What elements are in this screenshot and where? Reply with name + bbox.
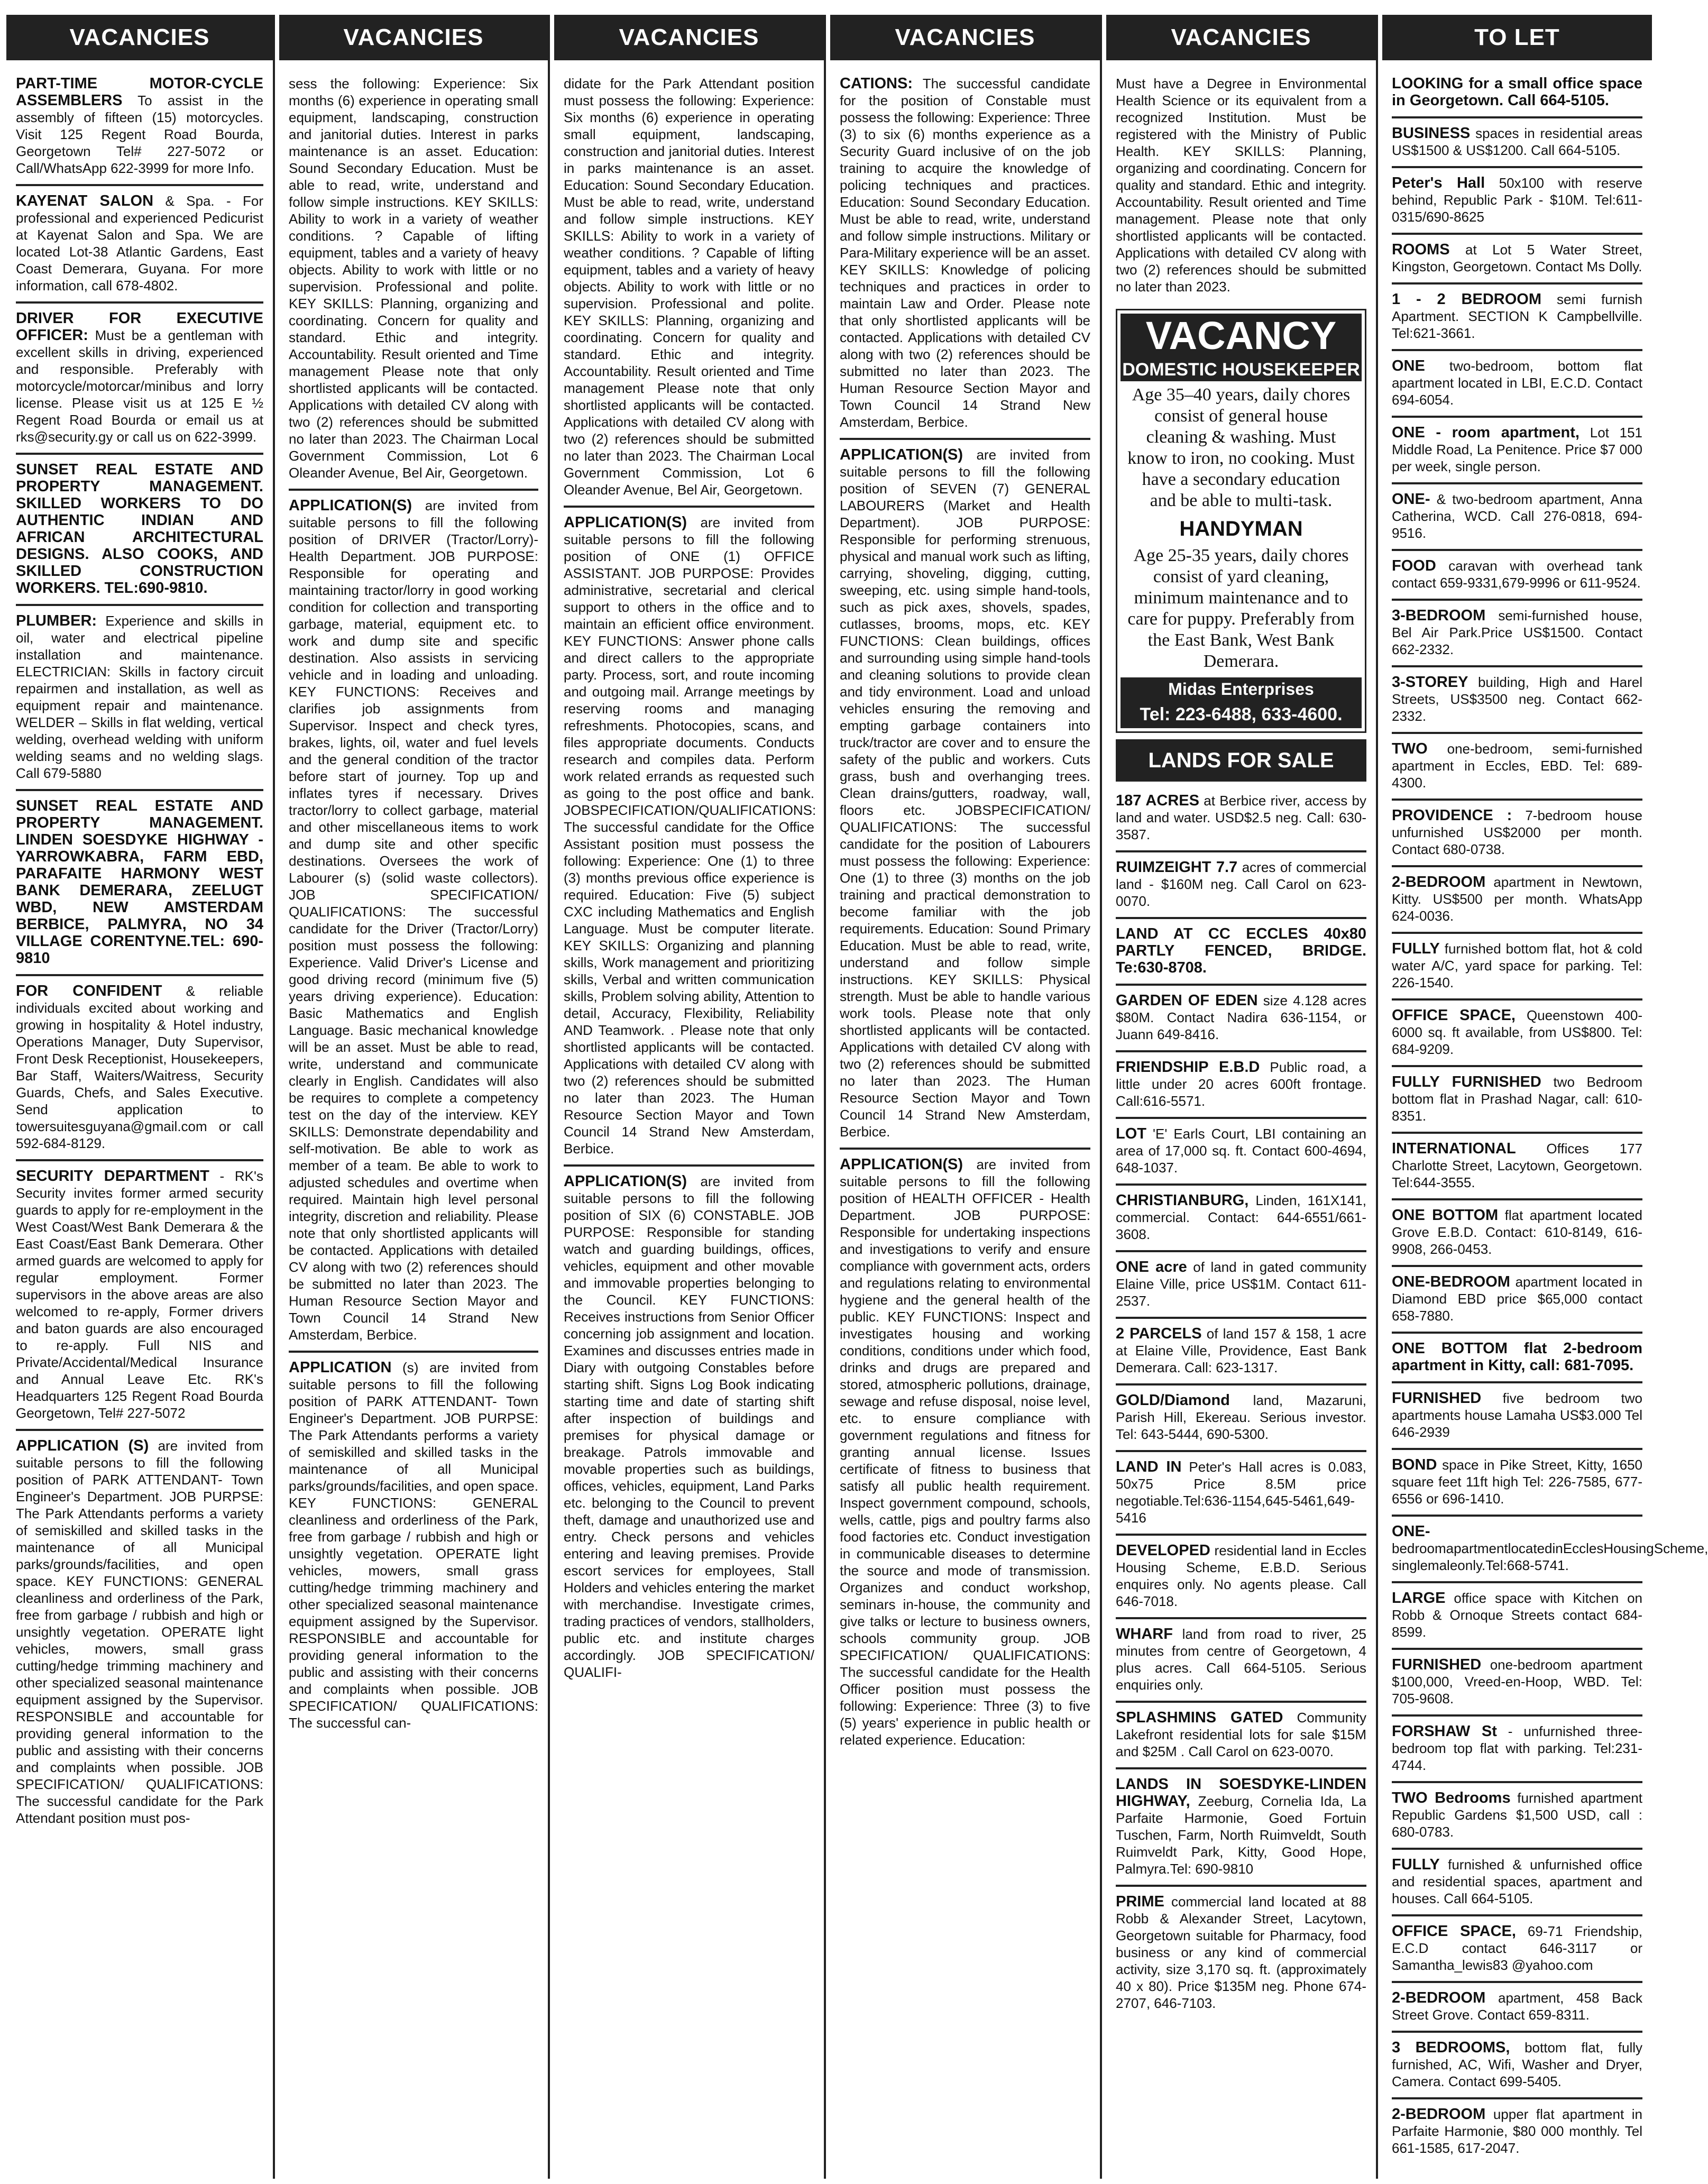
ad-headline: PART-TIME MOTOR-CYCLE ASSEMBLERS — [16, 75, 263, 109]
classified-ad — [1392, 1983, 1642, 2033]
ad-headline: FORSHAW St — [1392, 1723, 1497, 1740]
classified-ad — [1392, 551, 1642, 601]
classified-ad — [16, 186, 263, 304]
ad-headline: LOT — [1116, 1125, 1146, 1142]
ad-list — [830, 69, 1100, 1756]
classified-ad — [1116, 1536, 1366, 1619]
classified-ad — [1392, 1450, 1642, 1517]
ad-body: office space with Kitchen on Robb & Ornoque Streets contact 684-8599. — [1392, 1590, 1642, 1640]
ad-headline: CATIONS: — [840, 75, 913, 92]
ad-headline: LAND AT CC ECCLES 40x80 PARTLY FENCED, BRIDGE. Te:630-8708. — [1116, 925, 1366, 976]
classified-ad — [16, 791, 263, 976]
classified-ad — [1392, 2033, 1642, 2099]
ad-body: 50x100 with reserve behind, Republic Park - $10M. Tel:611-0315/690-8625 — [1392, 175, 1642, 225]
classified-ad — [1392, 867, 1642, 934]
ad-headline: FOR CONFIDENT — [16, 983, 162, 999]
ad-headline: 1 - 2 BEDROOM — [1392, 291, 1541, 308]
classified-ad — [16, 304, 263, 455]
ad-headline: 2 PARCELS — [1116, 1325, 1202, 1342]
ad-body: are invited from suitable persons to fill the following position of ONE (1) OFFICE ASSISTANT. JOB PURPOSE: Provides administrative, secretarial and clerical support to others in the office and to maintain an efficient office environment. KEY FUNCTIONS: Answer phone calls and direct callers to the appropriate party. Process, sort, and route incoming and outgoing mail. Arrange meetings by reserving rooms and managing refreshments. Photocopies, scans, and files appropriate documents. Conducts research and compiles data. Perform work related errands as requested such as going to the post office and bank. JOBSPECIFICATION/QUALIFICATIONS: The successful candidate for the Office Assistant position must possess the following: Experience: One (1) to three (3) months previous office experience is required. Education: Five (5) subject CXC including Mathematics and English Language. Must be computer literate. KEY SKILLS: Organizing and planning skills, Work management and prioritizing skills, Verbal and written communication skills, Problem solving ability, Attention to detail, Accuracy, Flexibility, Reliability AND Teamwork. . Please note that only shortlisted applicants will be contacted. Applications with detailed CV along with two (2) references should be submitted no later than 2023. The Human Resource Section Mayor and Town Council 14 Strand New Amsterdam, Berbice. — [564, 515, 816, 1157]
ad-body: apartment located in Diamond EBD price $65,000 contact 658-7880. — [1392, 1274, 1642, 1324]
column-header: VACANCIES — [6, 15, 273, 60]
classified-ad — [16, 455, 263, 606]
ad-body: The successful candidate for the position of Constable must possess the following: Experience: Three (3) to six (6) months experience as a Security Guard inclusive of on the job training to acquire the knowledge of policing techniques and practices. Education: Sound Secondary Education. Must be able to read, write, understand and follow simple instructions. Military or Para-Military experience will be an asset. KEY SKILLS: Knowledge of policing techniques and practices in order to maintain Law and Order. Please note that only shortlisted applicants will be contacted. Applications with detailed CV along with two (2) references should be submitted no later than 2023. The Human Resource Section Mayor and Town Council 14 Strand New Amsterdam, Berbice. — [840, 76, 1090, 430]
classified-ad — [1392, 734, 1642, 801]
classified-ad — [840, 69, 1090, 440]
classified-ad — [840, 1150, 1090, 1756]
classified-ad — [1392, 69, 1642, 118]
classified-ad — [1116, 919, 1366, 986]
classified-ad — [1116, 786, 1366, 852]
ad-headline: BOND — [1392, 1456, 1437, 1473]
ad-body: Offices 177 Charlotte Street, Lacytown, Georgetown. Tel:644-3555. — [1392, 1141, 1642, 1190]
ad-list — [1116, 69, 1366, 302]
ad-body: semi-furnished house, Bel Air Park.Price US$1500. Contact 662-2332. — [1392, 608, 1642, 657]
ad-body: commercial land located at 88 Robb & Alexander Street, Lacytown, Georgetown suitable for Pharmacy, food business or any kind of commercial activity, size 3,170 sq. ft. (approximately 40 x 80). Price $135M neg. Phone 674-2707, 646-7103. — [1116, 1894, 1366, 2011]
ad-headline: OFFICE SPACE, — [1392, 1923, 1516, 1940]
classified-ad — [1392, 168, 1642, 235]
ad-list — [1116, 786, 1366, 2019]
column-header: VACANCIES — [830, 15, 1100, 60]
classified-ad — [1392, 1850, 1642, 1916]
classified-ad — [1392, 1067, 1642, 1134]
ad-body: apartment, 458 Back Street Grove. Contact 659-8311. — [1392, 1990, 1642, 2023]
ad-body: Queenstown 400-6000 sq. ft available, from US$800. Tel: 684-9209. — [1392, 1007, 1642, 1057]
ad-body: - unfurnished three-bedroom top flat with parking. Tel:231-4744. — [1392, 1723, 1642, 1773]
ad-headline: ONE-BEDROOM — [1392, 1273, 1510, 1290]
ad-headline: SUNSET REAL ESTATE AND PROPERTY MANAGEMENT. SKILLED WORKERS TO DO AUTHENTIC INDIAN AND AFRICAN ARCHITECTURAL DESIGNS. ALSO COOKS, AND SKILLED CONSTRUCTION WORKERS. TEL:690-9810. — [16, 461, 263, 597]
ad-headline: FULLY — [1392, 1856, 1440, 1873]
ad-headline: CHRISTIANBURG, — [1116, 1192, 1249, 1209]
classified-ad — [1116, 1619, 1366, 1703]
classified-ad — [1116, 69, 1366, 302]
ad-body: of land in gated community Elaine Ville, price US$1M. Contact 611-2537. — [1116, 1259, 1366, 1309]
ad-body: are invited from suitable persons to fill the following position of DRIVER (Tractor/Lorry)-Health Department. JOB PURPOSE: Responsible for operating and maintaining tractor/lorry in good working condition for collection and transporting garbage, material, equipment etc. to work and dump site and specific destination. Also assists in servicing vehicle and in loading and unloading. KEY FUNCTIONS: Receives and clarifies job assignments from Supervisor. Inspect and check tyres, brakes, lights, oil, water and fuel levels and the general condition of the tractor before start of journey. Top up and inflates tyres if necessary. Drives tractor/lorry to collect garbage, material and other miscellaneous items to work and dump site and other specific destinations. Oversees the work of Labourer (s) (solid waste collectors). JOB SPECIFICATION/ QUALIFICATIONS: The successful candidate for the Driver (Tractor/Lorry) position must possess the following: Experience. Valid Driver's License and good driving record (minimum five (5) years driving experience). Education: Basic Mathematics and English Language. Basic mechanical knowledge will be an asset. Must be able to read, write, understand and communicate clearly in English. Candidates will also be requires to complete a competency test on the day of the interview. KEY SKILLS: Demonstrate dependability and self-motivation. Be able to work as member of a team. Be able to work to adjusted schedules and overtime when required. Maintain high level personal integrity, discretion and reliability. Please note that only shortlisted applicants will be contacted. Applications with detailed CV along with two (2) references should be submitted no later than 2023. The Human Resource Section Mayor and Town Council 14 Strand New Amsterdam, Berbice. — [289, 498, 538, 1343]
classified-ad — [1392, 285, 1642, 351]
ad-headline: 2-BEDROOM — [1392, 1989, 1486, 2006]
ad-headline: DRIVER FOR EXECUTIVE OFFICER: — [16, 310, 263, 344]
column-header: VACANCIES — [554, 15, 824, 60]
ad-headline: Peter's Hall — [1392, 175, 1485, 191]
ad-list — [279, 69, 548, 1739]
ad-headline: 187 ACRES — [1116, 792, 1199, 809]
housekeeper-description: Age 35–40 years, daily chores consist of general house cleaning & washing. Must know to iron, no cooking. Must have a secondary education and be able to multi-task. — [1127, 385, 1355, 510]
ad-headline: KAYENAT SALON — [16, 192, 154, 209]
ad-headline: LARGE — [1392, 1590, 1446, 1607]
ad-body: are invited from suitable persons to fill the following position of PARK ATTENDANT- Town Engineer's Department. JOB PURPSE: The Park Attendants performs a variety of semiskilled and skilled tasks in the maintenance of all Municipal parks/grounds/facilities, and open space. KEY FUNCTIONS: GENERAL cleanliness and orderliness of the Park, free from garbage / rubbish and high or unsightly vegetation. OPERATE light vehicles, mowers, small grass cutting/hedge trimming machinery and other specialized seasonal maintenance equipment assigned by the Supervisor. RESPONSIBLE and accountable for providing general information to the public and assisting with their concerns and complaints when possible. JOB SPECIFICATION/ QUALIFICATIONS: The successful candidate for the Park Attendant position must pos- — [16, 1438, 263, 1826]
ad-headline: LANDS IN SOESDYKE-LINDEN HIGHWAY, — [1116, 1776, 1366, 1810]
ad-headline: FOOD — [1392, 557, 1436, 574]
ad-headline: INTERNATIONAL — [1392, 1140, 1516, 1157]
handyman-title: HANDYMAN — [1179, 517, 1303, 540]
ad-body: apartment in Newtown, Kitty. US$500 per month. WhatsApp 624-0036. — [1392, 874, 1642, 924]
ad-body: one-bedroom apartment $100,000, Vreed-en-Hoop, WBD. Tel: 705-9608. — [1392, 1657, 1642, 1706]
handyman-description: Age 25-35 years, daily chores consist of yard cleaning, minimum maintenance and to care for puppy. Preferably from the East Bank, West Bank Demerara. — [1127, 546, 1355, 671]
ad-headline: PRIME — [1116, 1893, 1164, 1910]
ad-body: furnished bottom flat, hot & cold water A/C, yard space for parking. Tel: 226-1540. — [1392, 941, 1642, 990]
classified-ad — [1392, 667, 1642, 734]
classified-ad — [564, 1167, 814, 1688]
ad-headline: APPLICATION (S) — [16, 1437, 149, 1454]
classified-ad — [289, 1353, 538, 1739]
classified-ad — [1116, 1119, 1366, 1186]
ad-headline: FRIENDSHIP E.B.D — [1116, 1059, 1260, 1076]
ad-headline: ONE- — [1392, 491, 1430, 508]
classified-ad — [1116, 1052, 1366, 1119]
classified-ad — [289, 491, 538, 1353]
ad-body: Linden, 161X141, commercial. Contact: 644-6551/661-3608. — [1116, 1192, 1366, 1242]
ad-headline: LAND IN — [1116, 1458, 1182, 1475]
ad-headline: OFFICE SPACE, — [1392, 1007, 1516, 1024]
ad-body: of land 157 & 158, 1 acre at Elaine Ville, Providence, East Bank Demerara. Call: 623-1317. — [1116, 1326, 1367, 1375]
vacancy-title: VACANCY — [1121, 314, 1362, 358]
ad-headline: FULLY FURNISHED — [1392, 1073, 1541, 1090]
ad-headline: DEVELOPED — [1116, 1542, 1210, 1559]
ad-body: upper flat apartment in Parfaite Harmonie, $80 000 monthly. Tel 661-1585, 617-2047. — [1392, 2106, 1642, 2156]
ad-body: Community Lakefront residential lots for sale $15M and $25M . Call Carol on 623-0070. — [1116, 1710, 1366, 1759]
classified-ad — [16, 1161, 263, 1431]
classified-ad — [1392, 1650, 1642, 1717]
ad-headline: 3 BEDROOMS, — [1392, 2039, 1510, 2056]
classified-ad — [16, 976, 263, 1161]
ad-headline: APPLICATION(S) — [840, 1156, 963, 1173]
classified-ad — [16, 69, 263, 186]
classified-ad — [1392, 1001, 1642, 1067]
ad-body: two-bedroom, bottom flat apartment located in LBI, E.C.D. Contact 694-6054. — [1392, 358, 1642, 408]
ad-body: two Bedroom bottom flat in Prashad Nagar, call: 610-8351. — [1392, 1074, 1642, 1124]
ad-body: Public road, a little under 20 acres 600ft frontage. Call:616-5571. — [1116, 1059, 1366, 1109]
lands-for-sale-header: LANDS FOR SALE — [1116, 739, 1366, 782]
ad-headline: GOLD/Diamond — [1116, 1392, 1230, 1409]
classified-ad — [1116, 1769, 1366, 1887]
ad-body: & two-bedroom apartment, Anna Catherina, WCD. Call 276-0818, 694-9516. — [1392, 491, 1642, 541]
ad-headline: APPLICATION(S) — [840, 446, 963, 463]
classified-ad — [564, 508, 814, 1167]
vacancies-column-3 — [554, 15, 826, 2179]
ad-headline: SPLASHMINS GATED — [1116, 1709, 1283, 1726]
ad-body: are invited from suitable persons to fill the following position of SEVEN (7) GENERAL LABOURERS (Market and Health Department). JOB PURPOSE: Responsible for performing strenuous, physical and manual work such as lifting, carrying, shoveling, digging, cutting, sweeping, etc. using simple hand-tools, such as pick axes, shovels, spades, cutlasses, brooms, mops, etc. KEY FUNCTIONS: Clean buildings, offices and surrounding using simple hand-tools and cleaning solutions to provide clean and tidy environment. Load and unload vehicles ensuring the removing and empting garbage containers into truck/tractor are cover and to ensure the safety of the public and workers. Cuts grass, bush and overhanging trees. Clean drains/gutters, roadway, wall, floors etc. JOBSPECIFICATION/ QUALIFICATIONS: The successful candidate for the position of Labourers must possess the following: Experience: One (1) to three (3) months on the job training and practical demonstration to become familiar with the job requirements. Education: Sound Primary Education. Must be able to read, write, understand and follow simple instructions. KEY SKILLS: Physical strength. Must be able to handle various work tools. Please note that only shortlisted applicants will be contacted. Applications with detailed CV along with two (2) references should be submitted no later than 2023. The Human Resource Section Mayor and Town Council 14 Strand New Amsterdam, Berbice. — [840, 447, 1090, 1140]
ad-body: semi furnish Apartment. SECTION K Campbellville. Tel:621-3661. — [1392, 291, 1643, 341]
classified-ad — [1392, 1134, 1642, 1200]
ad-headline: APPLICATION(S) — [289, 497, 412, 514]
ad-headline: SECURITY DEPARTMENT — [16, 1168, 209, 1185]
ad-headline: 2-BEDROOM — [1392, 2106, 1486, 2123]
classified-ad — [1392, 418, 1642, 484]
classified-ad — [1392, 1383, 1642, 1450]
classified-ad — [16, 1431, 263, 1834]
ad-body: acres of commercial land - $160M neg. Call Carol on 623-0070. — [1116, 859, 1366, 909]
ad-body: furnished apartment Republic Gardens $1,500 USD, call : 680-0783. — [1392, 1790, 1642, 1840]
ad-headline: ONE acre — [1116, 1259, 1187, 1275]
classified-ad — [16, 606, 263, 791]
classified-ad — [1116, 852, 1366, 919]
vacancies-column-2 — [279, 15, 550, 2179]
ad-headline: ONE- — [1392, 1523, 1430, 1540]
classified-ad — [1392, 2099, 1642, 2164]
ad-headline: GARDEN OF EDEN — [1116, 992, 1258, 1009]
ad-headline: RUIMZEIGHT 7.7 — [1116, 859, 1238, 876]
ad-headline: WHARF — [1116, 1626, 1173, 1642]
ad-body: 'E' Earls Court, LBI containing an area of 17,000 sq. ft. Contact 600-4694, 648-1037. — [1116, 1126, 1366, 1176]
ad-body: land from road to river, 25 minutes from centre of Georgetown, 4 plus acres. Call 664-5105. Serious enquiries only. — [1116, 1626, 1366, 1693]
ad-headline: 3-STOREY — [1392, 674, 1468, 691]
ad-body: 69-71 Friendship, E.C.D contact 646-3117 or Samantha_lewis83 @yahoo.com — [1392, 1923, 1642, 1973]
column-body — [1106, 69, 1376, 2019]
classified-ad — [1392, 934, 1642, 1001]
classified-ad — [1392, 1717, 1642, 1783]
company-name: Midas Enterprises — [1121, 677, 1362, 701]
ad-headline: 3-BEDROOM — [1392, 607, 1486, 624]
ad-body: Experience and skills in oil, water and electrical pipeline installation and maintenance. ELECTRICIAN: Skills in factory circuit repairmen and installation, as well as equipment repair and maintenance. WELDER – Skills in flat welding, vertical welding, overhead welding with uniform welding seams and no welding slags. Call 679-5880 — [16, 613, 263, 781]
ad-body: are invited from suitable persons to fill the following position of HEALTH OFFICER - Health Department. JOB PURPOSE: Responsible for undertaking inspections and investigations to verify and ensure compliance with government acts, orders and regulations relating to environmental hygiene and the general health of the public. KEY FUNCTIONS: Inspect and investigates housing and working conditions, conditions under which food, drinks and drugs are prepared and stored, atmospheric pollutions, drainage, sewage and refuse disposal, noise level, etc. to ensure compliance with government regulations and fitness for granting annual license. Issues certificate of fitness to business that satisfy all public health requirement. Inspect government compound, schools, wells, cattle, pigs and poultry farms also food factories etc. Conduct investigation in communicable diseases to determine the source and mode of transmission. Organizes and conduct workshop, seminars in-house, the community and give talks or lecture to business owners, schools community group. JOB SPECIFICATION/ QUALIFICATIONS: The successful candidate for the Health Officer position must possess the following: Experience: Three (3) to five (5) years' experience in public health or related experience. Education: — [840, 1157, 1090, 1748]
classified-ad — [1392, 801, 1642, 867]
classified-ad — [1392, 601, 1642, 667]
classified-ad — [1116, 1385, 1366, 1452]
ad-body: - RK's Security invites former armed security guards to apply for re-employment in the West Coast/West Bank Demerara & the East Coast/East Bank Demerara. Other armed guards are welcomed to apply for regular employment. Former supervisors in the above areas are also welcomed to re-apply, Former drivers and baton guards are also encouraged to re-apply. Full NIS and Private/Accidental/Medical Insurance and Annual Leave Etc. RK's Headquarters 125 Regent Road Bourda Georgetown, Tel# 227-5072 — [16, 1168, 263, 1421]
classified-ad — [1116, 986, 1366, 1052]
ad-body: Lot 151 Middle Road, La Penitence. Price $7 000 per week, single person. — [1392, 425, 1642, 474]
vacancies-column-5 — [1106, 15, 1378, 2179]
classified-ad — [1116, 1887, 1366, 2019]
ad-headline: ONE BOTTOM — [1392, 1207, 1499, 1224]
classified-ad — [1392, 351, 1642, 418]
ad-headline: 2-BEDROOM — [1392, 874, 1486, 891]
ad-body: furnished & unfurnished office and residential spaces, apartment and houses. Call 664-5105. — [1392, 1857, 1642, 1906]
vacancy-display-ad — [1116, 309, 1366, 733]
ad-body: Must have a Degree in Environmental Health Science or its equivalent from a recognized Institution. Must be registered with the Ministry of Public Health. KEY SKILLS: Planning, organizing and coordinating. Concern for quality and standard. Ethic and integrity. Accountability. Result oriented and Time management. Please note that only shortlisted applicants will be contacted. Applications with detailed CV along with two (2) references should be submitted no later than 2023. — [1116, 76, 1366, 295]
ad-headline: FURNISHED — [1392, 1656, 1482, 1673]
classified-ad — [1392, 1583, 1642, 1650]
classified-ad — [1392, 1916, 1642, 1983]
ad-body: five bedroom two apartments house Lamaha US$3.000 Tel 646-2939 — [1392, 1390, 1642, 1440]
ad-body: one-bedroom, semi-furnished apartment in Eccles, EBD. Tel: 689-4300. — [1392, 741, 1642, 791]
classified-ad — [1116, 1252, 1366, 1319]
classified-ad — [840, 440, 1090, 1150]
ad-body: Peter's Hall acres is 0.083, 50x75 Price 8.5M price negotiable.Tel:636-1154,645-5461,649-5416 — [1116, 1459, 1366, 1526]
ad-body: residential land in Eccles Housing Scheme, E.B.D. Serious enquires only. No agents please. Call 646-7018. — [1116, 1543, 1366, 1609]
ad-headline: APPLICATION(S) — [564, 514, 687, 531]
ad-headline: TWO — [1392, 740, 1428, 757]
ad-headline: PROVIDENCE : — [1392, 807, 1512, 824]
ad-headline: ONE — [1392, 357, 1425, 374]
ad-list — [554, 69, 824, 1688]
ad-body: sess the following: Experience: Six months (6) experience in operating small equipment, landscaping, construction and janitorial duties. Interest in parks maintenance is an asset. Education: Sound Secondary Education. Must be able to read, write, understand and follow simple instructions. KEY SKILLS: Ability to work in a variety of weather conditions. ? Capable of lifting equipment, tables and a variety of heavy objects. Ability to work with little or no supervision. Professional and polite. KEY SKILLS: Planning, organizing and coordinating. Concern for quality and standard. Ethic and integrity. Accountability. Result oriented and Time management Please note that only shortlisted applicants will be contacted. Applications with detailed CV along with two (2) references should be submitted no later than 2023. The Chairman Local Government Commission, Lot 6 Oleander Avenue, Bel Air, Georgetown. — [289, 76, 538, 481]
ad-body: Must be a gentleman with excellent skills in driving, experienced and responsible. Preferably with motorcycle/motorcar/minibus and lorry license. Please visit us at 125 E ½ Regent Road Bourda or email us at rks@security.gy or call us on 622-3999. — [16, 327, 263, 445]
ad-body: are invited from suitable persons to fill the following position of SIX (6) CONSTABLE. JOB PURPOSE: Responsible for standing watch and guarding buildings, offices, vehicles, equipment and other movable and immovable properties belonging to the Council. KEY FUNCTIONS: Receives instructions from Senior Officer concerning job assignment and location. Examines and discusses entries made in Diary with outgoing Constables before starting shift. Signs Log Book indicating starting time and date of starting shift after inspection of buildings and premises for physical damage or breakage. Patrols immovable and movable properties such as buildings, offices, vehicles, equipment, Land Parks etc. belonging to the Council to prevent theft, damage and unauthorized use and entry. Check persons and vehicles entering and leaving premises. Provide escort services for employees, Stall Holders and vehicles entering the market with merchandise. Investigate crimes, trading practices of vendors, stallholders, public etc. and institute charges accordingly. JOB SPECIFICATION/ QUALIFI- — [564, 1173, 814, 1680]
classified-ad — [1116, 1186, 1366, 1252]
vacancies-column-1 — [6, 15, 275, 2179]
classified-ad — [1392, 1334, 1642, 1383]
classified-ad — [1116, 1452, 1366, 1536]
ad-headline: APPLICATION(S) — [564, 1173, 687, 1190]
ad-body: & reliable individuals excited about working and growing in hospitality & Hotel industry, Operations Manager, Duty Supervisor, Front Desk Receptionist, Housekeepers, Bar Staff, Waiters/Waitress, Security Guards, Chefs, and Sales Executive. Send application to towersuitesguyana@gmail.com or call 592-684-8129. — [16, 983, 263, 1151]
vacancy-subtitle: DOMESTIC HOUSEKEEPER — [1121, 358, 1362, 381]
ad-headline: TWO Bedrooms — [1392, 1790, 1511, 1806]
column-header: TO LET — [1382, 15, 1652, 60]
ad-list — [6, 69, 273, 1834]
classified-ad — [1392, 235, 1642, 285]
ad-body: caravan with overhead tank contact 659-9331,679-9996 or 611-9524. — [1392, 558, 1642, 591]
vacancies-column-4 — [830, 15, 1102, 2179]
to-let-column — [1382, 15, 1708, 2179]
ad-headline: FURNISHED — [1392, 1390, 1482, 1407]
classified-ad — [1392, 118, 1642, 168]
classified-ad — [1392, 484, 1642, 551]
ad-headline: LOOKING for a small office space in Georgetown. Call 664-5105. — [1392, 75, 1642, 109]
column-header: VACANCIES — [1106, 15, 1376, 60]
classified-ad — [1392, 1267, 1642, 1334]
ad-headline: BUSINESS — [1392, 125, 1471, 142]
company-phone: Tel: 223-6488, 633-4600. — [1121, 701, 1362, 728]
ad-body: To assist in the assembly of fifteen (15) motorcycles. Visit 125 Regent Road Bourda, Georgetown Tel# 227-5072 or Call/WhatsApp 622-3999 for more Info. — [16, 93, 263, 176]
ad-list — [1382, 69, 1708, 2164]
ad-headline: PLUMBER: — [16, 612, 97, 629]
classified-ad — [289, 69, 538, 491]
ad-body: didate for the Park Attendant position must possess the following: Experience: Six months (6) experience in operating small equipment, landscaping, construction and janitorial duties. Interest in parks maintenance is an asset. Education: Sound Secondary Education. Must be able to read, write, understand and follow simple instructions. KEY SKILLS: Ability to work in a variety of weather conditions. ? Capable of lifting equipment, tables and a variety of heavy objects. Ability to work with little or no supervision. Professional and polite. KEY SKILLS: Planning, organizing and coordinating. Concern for quality and standard. Ethic and integrity. Accountability. Result oriented and Time management Please note that only shortlisted applicants will be contacted. Applications with detailed CV along with two (2) references should be submitted no later than 2023. The Chairman Local Government Commission, Lot 6 Oleander Avenue, Bel Air, Georgetown. — [564, 76, 814, 498]
ad-body: bottom flat, fully furnished, AC, Wifi, Washer and Dryer, Camera. Contact 699-5405. — [1392, 2040, 1642, 2089]
ad-body: 7-bedroom house unfurnished US$2000 per month. Contact 680-0738. — [1392, 807, 1642, 857]
ad-body: Zeeburg, Cornelia Ida, La Parfaite Harmonie, Goed Fortuin Tuschen, Farm, North Ruimveldt, South Ruimveldt Park, Kitty, Good Hope, Palmyra.Tel: 690-9810 — [1116, 1793, 1366, 1877]
classified-ad — [564, 69, 814, 508]
ad-body: (s) are invited from suitable persons to fill the following position of PARK ATTENDANT- Town Engineer's Department. JOB PURPSE: The Park Attendants performs a variety of semiskilled and skilled tasks in the maintenance of all Municipal parks/grounds/facilities, and open space. KEY FUNCTIONS: GENERAL cleanliness and orderliness of the Park, free from garbage / rubbish and high or unsightly vegetation. OPERATE light vehicles, mowers, small grass cutting/hedge trimming machinery and other specialized seasonal maintenance equipment assigned by the Supervisor. RESPONSIBLE and accountable for providing general information to the public and assisting with their concerns and complaints when possible. JOB SPECIFICATION/ QUALIFICATIONS: The successful can- — [289, 1360, 538, 1731]
classified-ad — [1392, 1783, 1642, 1850]
ad-headline: ONE BOTTOM flat 2-bedroom apartment in Kitty, call: 681-7095. — [1392, 1340, 1642, 1374]
ad-body: space in Pike Street, Kitty, 1650 square feet 11ft high Tel: 226-7585, 677-6556 or 696-1410. — [1392, 1457, 1642, 1507]
ad-body: flat apartment located Grove E.B.D. Contact: 610-8149, 616-9908, 266-0453. — [1392, 1207, 1642, 1257]
ad-body: at Berbice river, access by land and water. USD$2.5 neg. Call: 630-3587. — [1116, 793, 1366, 842]
ad-body: land, Mazaruni, Parish Hill, Ekereau. Serious investor. Tel: 643-5444, 690-5300. — [1116, 1392, 1366, 1442]
ad-headline: APPLICATION — [289, 1359, 392, 1376]
ad-body: & Spa. - For professional and experienced Pedicurist at Kayenat Salon and Spa. We are located Lot-38 Atlantic Gardens, East Coast Demerara, Guyana. For more information, call 678-4802. — [16, 193, 264, 293]
classified-ad — [1116, 1703, 1366, 1769]
ad-headline: SUNSET REAL ESTATE AND PROPERTY MANAGEMENT. LINDEN SOESDYKE HIGHWAY - YARROWKABRA, FARM EBD, PARAFAITE HARMONY WEST BANK DEMERARA, ZEELUGT WBD, NEW AMSTERDAM BERBICE, PALMYRA, NO 34 VILLAGE CORENTYNE.TEL: 690-9810 — [16, 797, 263, 967]
ad-body: building, High and Harel Streets, US$3500 neg. Contact 662-2332. — [1392, 674, 1642, 724]
ad-body: spaces in residential areas US$1500 & US$1200. Call 664-5105. — [1392, 125, 1642, 158]
ad-body: size 4.128 acres $80M. Contact Nadira 636-1154, or Juann 649-8416. — [1116, 993, 1366, 1042]
ad-headline: FULLY — [1392, 940, 1440, 957]
column-header: VACANCIES — [279, 15, 548, 60]
classified-ad — [1392, 1200, 1642, 1267]
ad-headline: ONE - room apartment, — [1392, 424, 1580, 441]
ad-headline: ROOMS — [1392, 241, 1450, 258]
classified-ad — [1116, 1319, 1366, 1385]
ad-body: at Lot 5 Water Street, Kingston, Georgetown. Contact Ms Dolly. — [1392, 242, 1642, 274]
classified-ad — [1392, 1517, 1708, 1583]
ad-body: bedroomapartmentlocatedinEcclesHousingScheme, singlemaleonly.Tel:668-5741. — [1392, 1540, 1708, 1573]
